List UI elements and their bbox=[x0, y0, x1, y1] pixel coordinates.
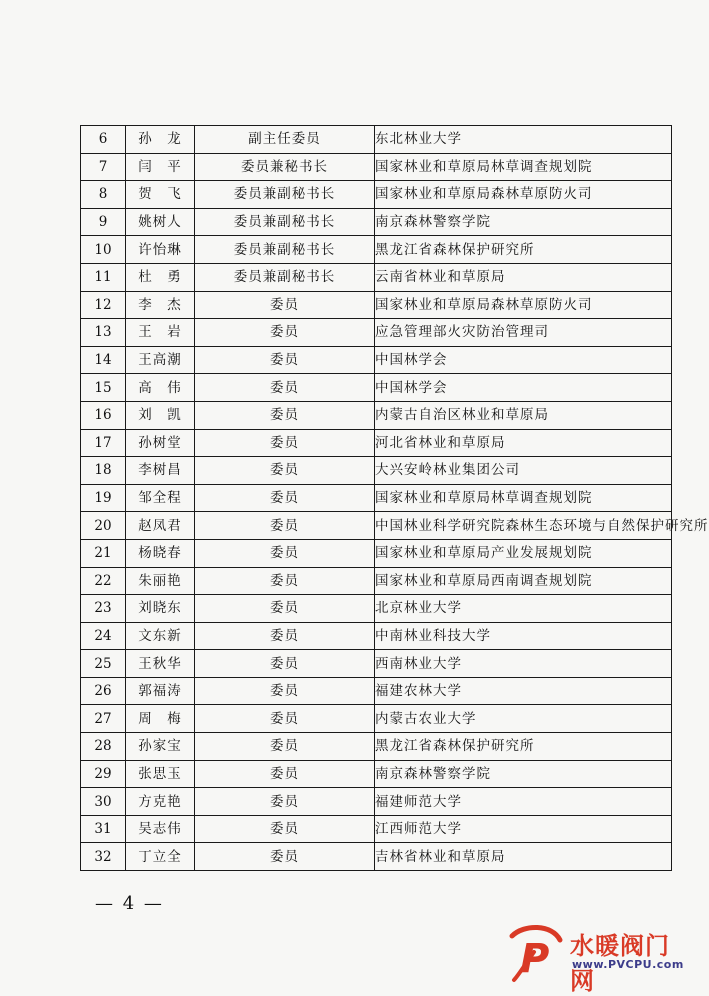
member-organization-cell: 内蒙古农业大学 bbox=[375, 705, 672, 733]
member-name-cell: 王 岩 bbox=[126, 319, 195, 347]
table-row bbox=[81, 622, 672, 650]
member-name-cell: 吴志伟 bbox=[126, 815, 195, 843]
member-role-cell: 委员兼副秘书长 bbox=[195, 208, 375, 236]
table-row bbox=[81, 677, 672, 705]
member-organization-cell: 东北林业大学 bbox=[375, 126, 672, 154]
member-name-cell: 杨晓春 bbox=[126, 539, 195, 567]
member-organization-cell: 福建师范大学 bbox=[375, 788, 672, 816]
row-number-cell: 22 bbox=[81, 567, 126, 595]
member-roster-table bbox=[80, 125, 709, 871]
member-role-cell: 委员 bbox=[195, 374, 375, 402]
member-role-cell: 委员 bbox=[195, 595, 375, 623]
table-row bbox=[81, 539, 672, 567]
member-role-cell: 委员 bbox=[195, 346, 375, 374]
table-row bbox=[81, 595, 672, 623]
member-organization-cell: 中南林业科技大学 bbox=[375, 622, 672, 650]
member-organization-cell: 黑龙江省森林保护研究所 bbox=[375, 236, 672, 264]
member-name-cell: 杜 勇 bbox=[126, 263, 195, 291]
member-role-cell: 委员 bbox=[195, 567, 375, 595]
member-organization-cell: 黑龙江省森林保护研究所 bbox=[375, 733, 672, 761]
member-name-cell: 李 杰 bbox=[126, 291, 195, 319]
row-number-cell: 9 bbox=[81, 208, 126, 236]
member-name-cell: 赵凤君 bbox=[126, 512, 195, 540]
row-number-cell: 30 bbox=[81, 788, 126, 816]
row-number-cell: 8 bbox=[81, 181, 126, 209]
row-number-cell: 16 bbox=[81, 401, 126, 429]
member-role-cell: 委员 bbox=[195, 457, 375, 485]
member-organization-cell: 南京森林警察学院 bbox=[375, 208, 672, 236]
row-number-cell: 29 bbox=[81, 760, 126, 788]
watermark-logo-icon bbox=[504, 922, 566, 984]
member-name-cell: 丁立全 bbox=[126, 843, 195, 871]
row-number-cell: 17 bbox=[81, 429, 126, 457]
member-organization-cell: 南京森林警察学院 bbox=[375, 760, 672, 788]
member-role-cell: 委员兼副秘书长 bbox=[195, 181, 375, 209]
member-organization-cell: 北京林业大学 bbox=[375, 595, 672, 623]
table-row bbox=[81, 843, 672, 871]
row-number-cell: 27 bbox=[81, 705, 126, 733]
member-name-cell: 高 伟 bbox=[126, 374, 195, 402]
member-role-cell: 委员 bbox=[195, 677, 375, 705]
table-row bbox=[81, 236, 672, 264]
member-name-cell: 方克艳 bbox=[126, 788, 195, 816]
member-role-cell: 委员 bbox=[195, 429, 375, 457]
member-role-cell: 委员 bbox=[195, 815, 375, 843]
member-organization-cell: 应急管理部火灾防治管理司 bbox=[375, 319, 672, 347]
member-name-cell: 孙 龙 bbox=[126, 126, 195, 154]
member-organization-cell: 国家林业和草原局产业发展规划院 bbox=[375, 539, 672, 567]
row-number-cell: 21 bbox=[81, 539, 126, 567]
member-role-cell: 委员 bbox=[195, 539, 375, 567]
table-row bbox=[81, 650, 672, 678]
row-number-cell: 31 bbox=[81, 815, 126, 843]
member-role-cell: 委员 bbox=[195, 622, 375, 650]
member-role-cell: 委员 bbox=[195, 843, 375, 871]
row-number-cell: 26 bbox=[81, 677, 126, 705]
table-row bbox=[81, 208, 672, 236]
member-role-cell: 委员 bbox=[195, 484, 375, 512]
table-row bbox=[81, 291, 672, 319]
watermark-url: www.PVCPU.com bbox=[572, 958, 684, 971]
member-role-cell: 副主任委员 bbox=[195, 126, 375, 154]
member-organization-cell: 河北省林业和草原局 bbox=[375, 429, 672, 457]
table-row bbox=[81, 181, 672, 209]
table-row bbox=[81, 512, 672, 540]
member-role-cell: 委员 bbox=[195, 788, 375, 816]
member-role-cell: 委员 bbox=[195, 291, 375, 319]
row-number-cell: 7 bbox=[81, 153, 126, 181]
row-number-cell: 10 bbox=[81, 236, 126, 264]
member-organization-cell: 福建农林大学 bbox=[375, 677, 672, 705]
member-organization-cell: 西南林业大学 bbox=[375, 650, 672, 678]
table-row bbox=[81, 484, 672, 512]
table-row bbox=[81, 346, 672, 374]
member-name-cell: 王高潮 bbox=[126, 346, 195, 374]
table-row bbox=[81, 401, 672, 429]
member-role-cell: 委员 bbox=[195, 319, 375, 347]
table-row bbox=[81, 733, 672, 761]
row-number-cell: 13 bbox=[81, 319, 126, 347]
member-name-cell: 闫 平 bbox=[126, 153, 195, 181]
member-name-cell: 李树昌 bbox=[126, 457, 195, 485]
row-number-cell: 19 bbox=[81, 484, 126, 512]
watermark-title: 水暖阀门网 bbox=[570, 932, 670, 995]
site-watermark bbox=[504, 922, 694, 995]
table-row bbox=[81, 760, 672, 788]
member-name-cell: 许怡琳 bbox=[126, 236, 195, 264]
table-row bbox=[81, 126, 672, 154]
table-row bbox=[81, 263, 672, 291]
member-role-cell: 委员 bbox=[195, 650, 375, 678]
roster-body bbox=[81, 126, 709, 871]
row-number-cell: 28 bbox=[81, 733, 126, 761]
member-name-cell: 孙树堂 bbox=[126, 429, 195, 457]
member-name-cell: 邹全程 bbox=[126, 484, 195, 512]
member-role-cell: 委员 bbox=[195, 705, 375, 733]
member-role-cell: 委员 bbox=[195, 733, 375, 761]
row-number-cell: 24 bbox=[81, 622, 126, 650]
table-row bbox=[81, 788, 672, 816]
table-row bbox=[81, 429, 672, 457]
member-role-cell: 委员 bbox=[195, 760, 375, 788]
table-row bbox=[81, 705, 672, 733]
member-organization-cell: 国家林业和草原局林草调查规划院 bbox=[375, 153, 672, 181]
table-row bbox=[81, 815, 672, 843]
member-organization-cell: 内蒙古自治区林业和草原局 bbox=[375, 401, 672, 429]
row-number-cell: 18 bbox=[81, 457, 126, 485]
member-role-cell: 委员 bbox=[195, 401, 375, 429]
member-organization-cell: 大兴安岭林业集团公司 bbox=[375, 457, 672, 485]
member-name-cell: 朱丽艳 bbox=[126, 567, 195, 595]
table-row bbox=[81, 319, 672, 347]
table-row bbox=[81, 374, 672, 402]
table-row bbox=[81, 567, 672, 595]
member-organization-cell: 吉林省林业和草原局 bbox=[375, 843, 672, 871]
member-name-cell: 文东新 bbox=[126, 622, 195, 650]
table-row bbox=[81, 153, 672, 181]
row-number-cell: 12 bbox=[81, 291, 126, 319]
member-name-cell: 姚树人 bbox=[126, 208, 195, 236]
row-number-cell: 32 bbox=[81, 843, 126, 871]
member-organization-cell: 中国林学会 bbox=[375, 374, 672, 402]
page-number: — 4 — bbox=[95, 893, 164, 914]
member-name-cell: 刘晓东 bbox=[126, 595, 195, 623]
row-number-cell: 20 bbox=[81, 512, 126, 540]
member-organization-cell: 国家林业和草原局森林草原防火司 bbox=[375, 181, 672, 209]
member-name-cell: 孙家宝 bbox=[126, 733, 195, 761]
row-number-cell: 15 bbox=[81, 374, 126, 402]
member-role-cell: 委员兼副秘书长 bbox=[195, 236, 375, 264]
member-organization-cell: 国家林业和草原局林草调查规划院 bbox=[375, 484, 672, 512]
member-name-cell: 张思玉 bbox=[126, 760, 195, 788]
member-name-cell: 郭福涛 bbox=[126, 677, 195, 705]
member-organization-cell: 国家林业和草原局森林草原防火司 bbox=[375, 291, 672, 319]
watermark-logo-letter: P bbox=[520, 936, 550, 982]
member-name-cell: 王秋华 bbox=[126, 650, 195, 678]
member-role-cell: 委员 bbox=[195, 512, 375, 540]
member-name-cell: 贺 飞 bbox=[126, 181, 195, 209]
row-number-cell: 23 bbox=[81, 595, 126, 623]
row-number-cell: 11 bbox=[81, 263, 126, 291]
member-role-cell: 委员兼秘书长 bbox=[195, 153, 375, 181]
table-row bbox=[81, 457, 672, 485]
member-organization-cell: 中国林业科学研究院森林生态环境与自然保护研究所 bbox=[375, 512, 672, 540]
row-number-cell: 25 bbox=[81, 650, 126, 678]
member-name-cell: 周 梅 bbox=[126, 705, 195, 733]
member-organization-cell: 国家林业和草原局西南调查规划院 bbox=[375, 567, 672, 595]
member-organization-cell: 江西师范大学 bbox=[375, 815, 672, 843]
member-organization-cell: 云南省林业和草原局 bbox=[375, 263, 672, 291]
member-role-cell: 委员兼副秘书长 bbox=[195, 263, 375, 291]
member-organization-cell: 中国林学会 bbox=[375, 346, 672, 374]
member-name-cell: 刘 凯 bbox=[126, 401, 195, 429]
row-number-cell: 6 bbox=[81, 126, 126, 154]
row-number-cell: 14 bbox=[81, 346, 126, 374]
